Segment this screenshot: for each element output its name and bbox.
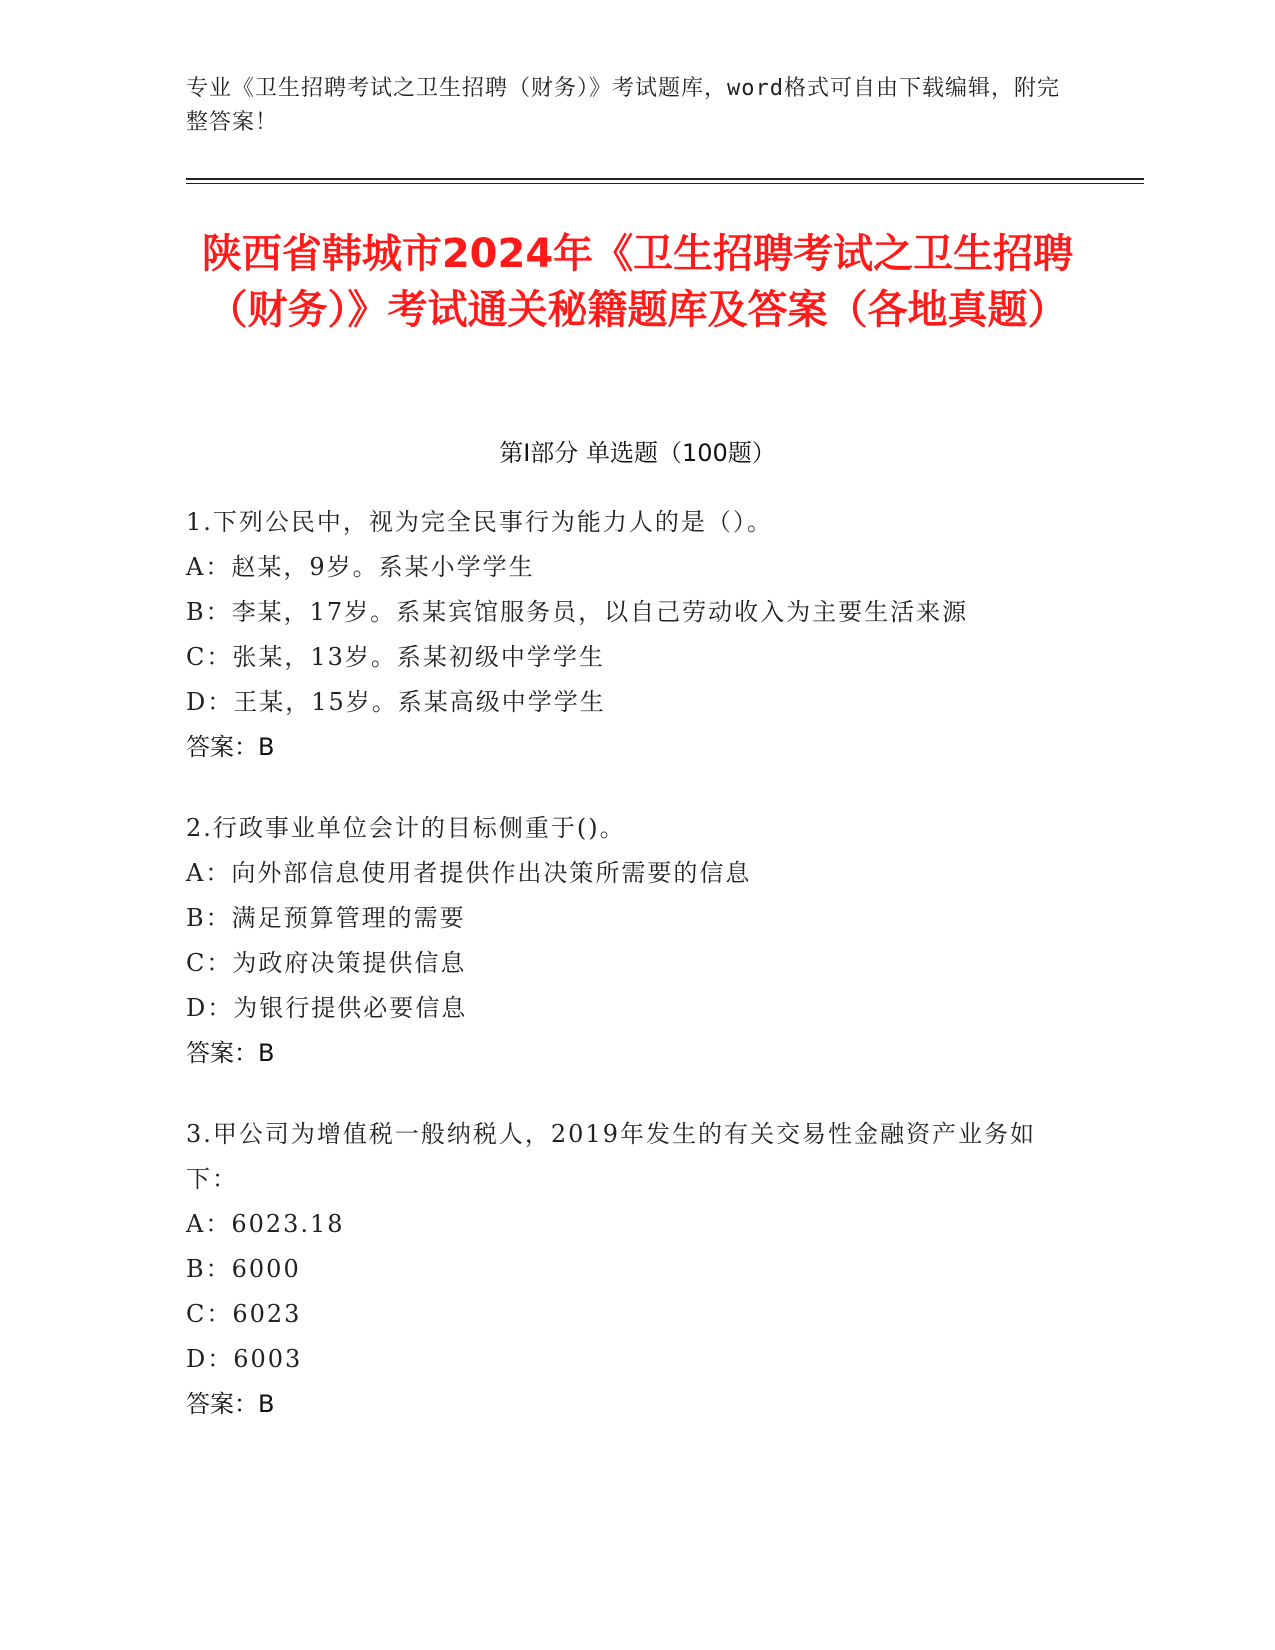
header-divider-thin: [186, 183, 1144, 184]
option-c: C：6023: [186, 1300, 302, 1328]
option-d: D：6003: [186, 1345, 303, 1373]
question-3: [186, 1112, 1066, 1427]
option-b: B：6000: [186, 1255, 301, 1283]
question-stem: 1.下列公民中，视为完全民事行为能力人的是（）。: [186, 508, 773, 536]
option-d: D：为银行提供必要信息: [186, 994, 468, 1022]
answer: 答案：B: [186, 733, 275, 761]
header-divider-thick: [186, 178, 1144, 180]
answer: 答案：B: [186, 1390, 275, 1418]
question-stem: 2.行政事业单位会计的目标侧重于()。: [186, 814, 626, 842]
option-c: C：为政府决策提供信息: [186, 949, 467, 977]
question-2: [186, 806, 1066, 1076]
option-b: B：满足预算管理的需要: [186, 904, 466, 932]
answer: 答案：B: [186, 1039, 275, 1067]
option-b: B：李某，17岁。系某宾馆服务员，以自己劳动收入为主要生活来源: [186, 598, 969, 626]
question-1: [186, 500, 1066, 770]
option-a: A：向外部信息使用者提供作出决策所需要的信息: [186, 859, 752, 887]
option-a: A：6023.18: [186, 1210, 345, 1238]
option-c: C：张某，13岁。系某初级中学学生: [186, 643, 605, 671]
option-a: A：赵某，9岁。系某小学学生: [186, 553, 535, 581]
option-d: D：王某，15岁。系某高级中学学生: [186, 688, 606, 716]
section-heading: 第I部分 单选题（100题）: [499, 439, 776, 467]
document-title: 陕西省韩城市2024年《卫生招聘考试之卫生招聘（财务）》考试通关秘籍题库及答案（各地真题）: [201, 231, 1074, 333]
header-note: 专业《卫生招聘考试之卫生招聘（财务）》考试题库，word格式可自由下载编辑，附完整答案！: [186, 76, 1060, 135]
question-stem: 3.甲公司为增值税一般纳税人，2019年发生的有关交易性金融资产业务如下：: [186, 1120, 1036, 1193]
